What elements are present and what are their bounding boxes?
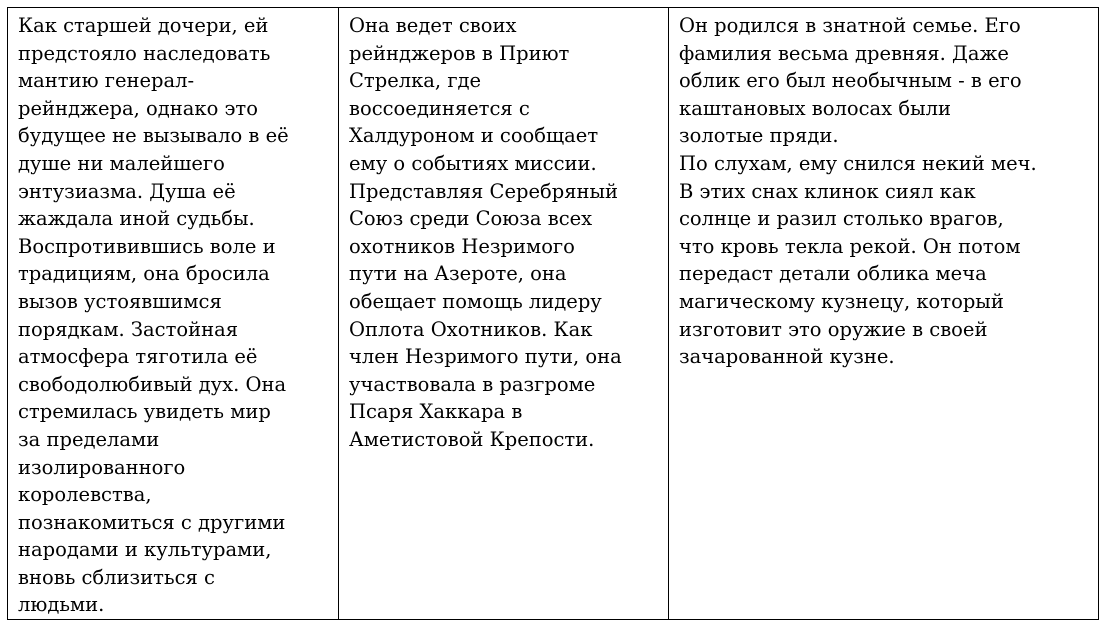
- text-line: По слухам, ему снился некий меч.: [679, 151, 1037, 175]
- text-line: Оплота Охотников. Как: [349, 317, 593, 341]
- text-line: магическому кузнецу, который: [679, 289, 1004, 313]
- table-cell-2: [339, 8, 669, 620]
- cell-text: [18, 12, 330, 619]
- text-line: Стрелка, где: [349, 69, 482, 93]
- text-line: изолированного: [18, 455, 186, 479]
- text-line: душе ни малейшего: [18, 151, 225, 175]
- text-line: Псаря Хаккара в: [349, 400, 523, 424]
- text-line: народами и культурами,: [18, 538, 272, 562]
- text-line: Воспротивившись воле и: [18, 234, 276, 258]
- text-line: охотников Незримого: [349, 234, 575, 258]
- text-line: ему о событиях миссии.: [349, 151, 597, 175]
- table-row: [8, 8, 1099, 620]
- text-line: жаждала иной судьбы.: [18, 207, 255, 231]
- text-line: людьми.: [18, 593, 105, 617]
- text-line: стремилась увидеть мир: [18, 400, 271, 424]
- table-cell-1: [8, 8, 339, 620]
- text-line: Она ведет своих: [349, 14, 517, 37]
- text-table: [7, 7, 1099, 620]
- text-line: изготовит это оружие в своей: [679, 317, 988, 341]
- text-line: член Незримого пути, она: [349, 345, 622, 369]
- text-line: В этих снах клинок сиял как: [679, 179, 976, 203]
- text-line: рейнджеров в Приют: [349, 41, 570, 65]
- text-line: порядкам. Застойная: [18, 317, 239, 341]
- text-line: традициям, она бросила: [18, 262, 270, 286]
- text-line: энтузиазма. Душа её: [18, 179, 236, 203]
- cell-text: [349, 12, 660, 454]
- text-line: обещает помощь лидеру: [349, 289, 602, 313]
- text-line: вызов устоявшимся: [18, 289, 222, 313]
- text-line: рейнджера, однако это: [18, 96, 258, 120]
- text-line: за пределами: [18, 427, 160, 451]
- text-line: Как старшей дочери, ей: [18, 14, 269, 37]
- text-line: воссоединяется с: [349, 96, 530, 120]
- text-line: Халдуроном и сообщает: [349, 124, 599, 148]
- text-line: королевства,: [18, 483, 152, 507]
- text-line: золотые пряди.: [679, 124, 839, 148]
- text-line: Он родился в знатной семье. Его: [679, 14, 1021, 37]
- text-line: каштановых волосах были: [679, 96, 952, 120]
- text-line: что кровь текла рекой. Он потом: [679, 234, 1021, 258]
- text-line: Аметистовой Крепости.: [349, 427, 595, 451]
- text-line: солнце и разил столько врагов,: [679, 207, 1004, 231]
- text-line: познакомиться с другими: [18, 510, 286, 534]
- table-cell-3: [669, 8, 1099, 620]
- text-line: вновь сблизиться с: [18, 565, 215, 589]
- text-line: Представляя Серебряный: [349, 179, 619, 203]
- text-line: облик его был необычным - в его: [679, 69, 1022, 93]
- text-line: Союз среди Союза всех: [349, 207, 593, 231]
- text-line: будущее не вызывало в её: [18, 124, 289, 148]
- cell-text: [679, 12, 1090, 371]
- text-line: предстояло наследовать: [18, 41, 271, 65]
- text-line: пути на Азероте, она: [349, 262, 567, 286]
- text-line: фамилия весьма древняя. Даже: [679, 41, 1009, 65]
- text-line: участвовала в разгроме: [349, 372, 596, 396]
- text-line: мантию генерал-: [18, 69, 195, 93]
- text-line: передаст детали облика меча: [679, 262, 987, 286]
- text-line: свободолюбивый дух. Она: [18, 372, 287, 396]
- text-line: зачарованной кузне.: [679, 345, 895, 369]
- text-line: атмосфера тяготила её: [18, 345, 258, 369]
